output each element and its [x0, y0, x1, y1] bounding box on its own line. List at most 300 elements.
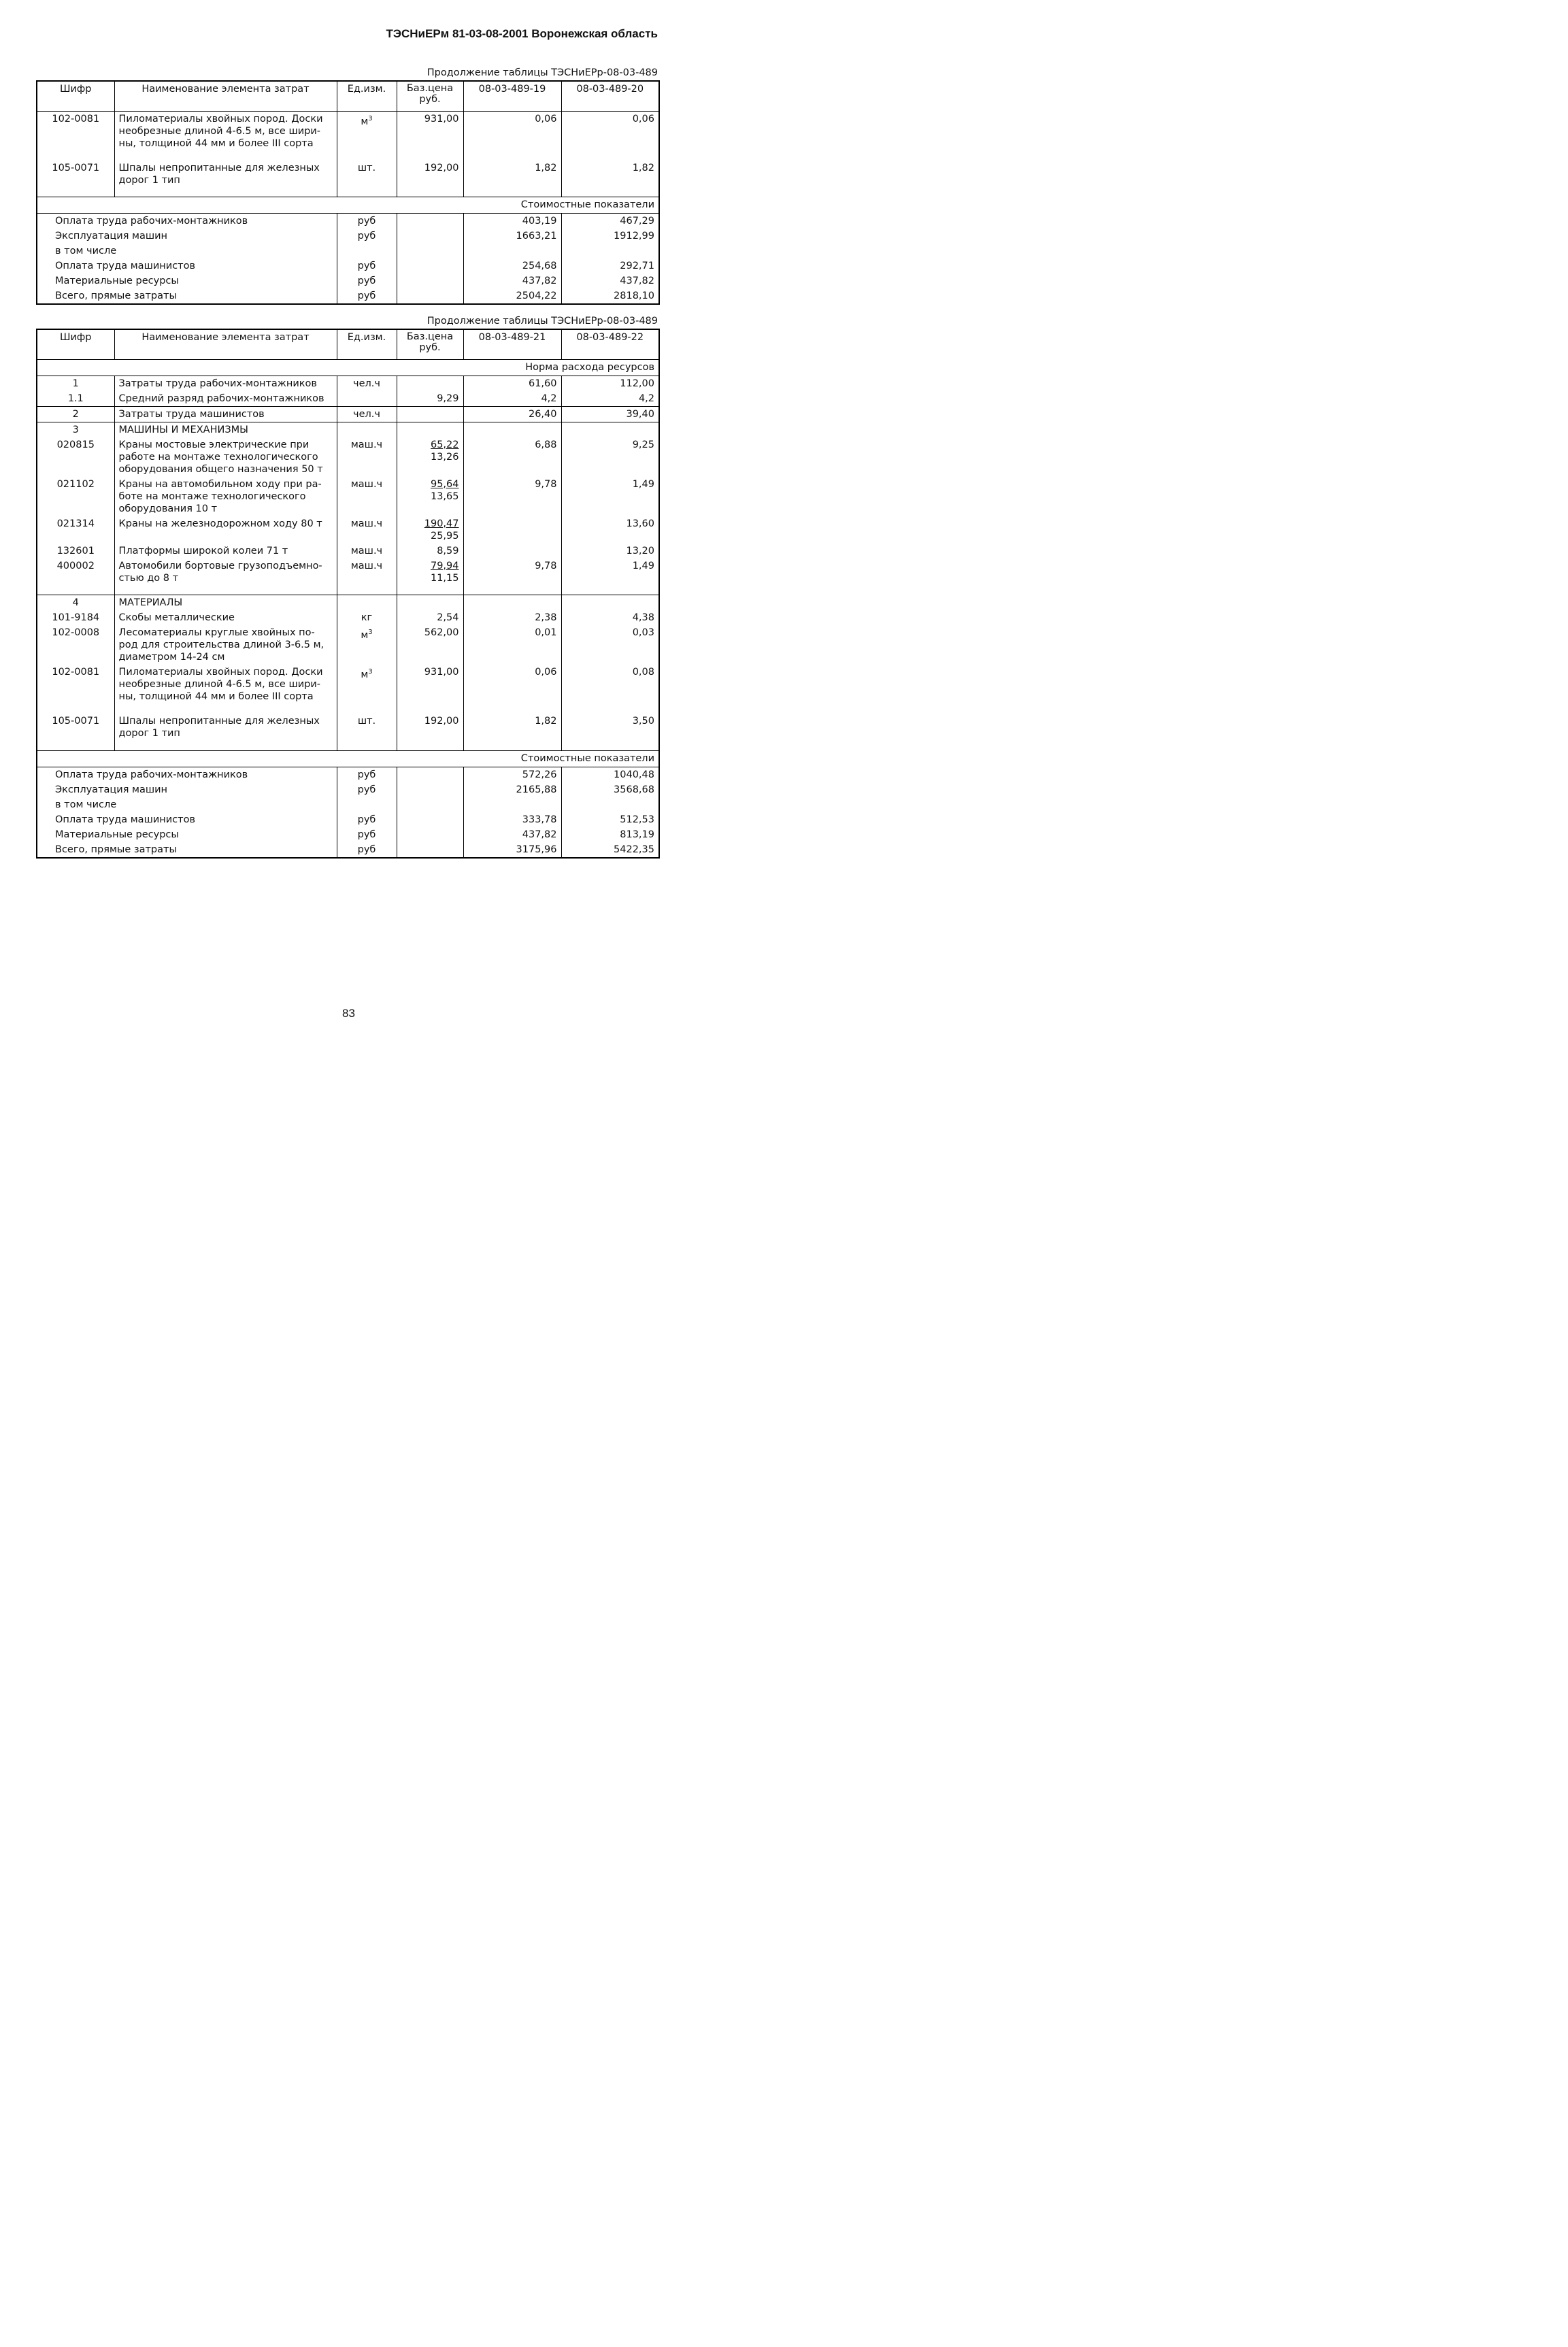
- item-name: [114, 625, 337, 665]
- summary-value-b: 1912,99: [561, 229, 659, 244]
- col-header-code: Шифр: [37, 329, 114, 359]
- price-value: 65,22: [430, 439, 459, 450]
- item-base-price: [397, 714, 463, 741]
- name-line: Краны на железнодорожном ходу 80 т: [118, 518, 322, 529]
- price-value: 190,47: [424, 518, 459, 529]
- section-empty-cell: [337, 595, 397, 611]
- item-base-price: [397, 544, 463, 559]
- cost-band-label-row: [37, 197, 659, 214]
- summary-value-b: 1040,48: [561, 767, 659, 782]
- item-code: 105-0071: [52, 162, 100, 173]
- section-empty-cell: [561, 422, 659, 437]
- spacer-row: [37, 586, 659, 595]
- item-value-b: 0,06: [561, 111, 659, 151]
- summary-empty: [397, 782, 463, 797]
- price-value: 192,00: [424, 162, 459, 173]
- summary-value-a: 572,26: [463, 767, 561, 782]
- summary-value-a: 2165,88: [463, 782, 561, 797]
- summary-label: Материальные ресурсы: [55, 276, 179, 286]
- material-row: [37, 161, 659, 188]
- name-line: Платформы широкой колеи 71 т: [118, 545, 288, 556]
- name-line: необрезные длиной 4-6.5 м, все шири-: [118, 125, 320, 137]
- item-code: 105-0071: [52, 716, 100, 727]
- spacer-cell: [397, 188, 463, 197]
- summary-value-b: 512,53: [561, 812, 659, 827]
- item-value-a: 0,01: [463, 625, 561, 665]
- summary-unit: руб: [337, 812, 397, 827]
- summary-unit: руб: [337, 767, 397, 782]
- cost-band-label: Стоимостные показатели: [37, 750, 659, 767]
- item-code: 1: [72, 378, 79, 389]
- col-header-base-price: Баз.цена руб.: [397, 329, 463, 359]
- spacer-cell: [114, 586, 337, 595]
- spacer-row: [37, 741, 659, 750]
- summary-value-a: 403,19: [463, 214, 561, 229]
- spacer-cell: [397, 586, 463, 595]
- section-title: МАШИНЫ И МЕХАНИЗМЫ: [114, 422, 337, 437]
- spacer-cell: [337, 741, 397, 750]
- item-code: 132601: [56, 545, 95, 556]
- item-unit: [337, 665, 397, 704]
- item-name: [114, 111, 337, 151]
- section-row: [37, 595, 659, 611]
- summary-empty: [397, 767, 463, 782]
- item-name: Затраты труда машинистов: [114, 406, 337, 422]
- section-row: [37, 422, 659, 437]
- summary-empty: [397, 827, 463, 842]
- name-line: работе на монтаже технологического: [118, 451, 318, 463]
- item-value-b: 13,60: [561, 516, 659, 544]
- item-unit: [337, 477, 397, 516]
- item-code: 020815: [56, 439, 95, 450]
- summary-unit: руб: [337, 229, 397, 244]
- item-base-price: [397, 625, 463, 665]
- table2: [36, 329, 660, 859]
- summary-empty: [397, 229, 463, 244]
- item-unit: [337, 610, 397, 625]
- summary-label: Всего, прямые затраты: [55, 844, 177, 855]
- name-line: оборудования 10 т: [118, 503, 218, 514]
- machine-row: [37, 437, 659, 477]
- item-unit: [337, 391, 397, 407]
- summary-unit: руб: [337, 842, 397, 858]
- unit-text: маш.ч: [350, 478, 383, 490]
- spacer-cell: [114, 741, 337, 750]
- summary-row: [37, 259, 659, 273]
- item-value-b: 1,82: [561, 161, 659, 188]
- name-line: Пиломатериалы хвойных пород. Доски: [118, 667, 323, 678]
- summary-value-b: 467,29: [561, 214, 659, 229]
- item-name: [114, 610, 337, 625]
- name-line: Пиломатериалы хвойных пород. Доски: [118, 113, 323, 124]
- summary-label: Всего, прямые затраты: [55, 290, 177, 301]
- summary-value-a: 333,78: [463, 812, 561, 827]
- table2-header-row: [37, 329, 659, 359]
- summary-value-a: 437,82: [463, 273, 561, 288]
- summary-value-a: 2504,22: [463, 288, 561, 304]
- spacer-cell: [37, 586, 114, 595]
- name-line: Краны на автомобильном ходу при ра-: [118, 478, 322, 490]
- summary-empty: [397, 273, 463, 288]
- summary-empty: [397, 812, 463, 827]
- section-number: 3: [72, 424, 79, 435]
- summary-unit: руб: [337, 288, 397, 304]
- item-value-a: 2,38: [463, 610, 561, 625]
- item-value-a: 0,06: [463, 111, 561, 151]
- item-base-price: [397, 610, 463, 625]
- material-row: [37, 665, 659, 704]
- item-unit: [337, 111, 397, 151]
- section-empty-cell: [397, 595, 463, 611]
- item-value-a: 1,82: [463, 714, 561, 741]
- item-value-b: 4,2: [561, 391, 659, 407]
- table1: [36, 80, 660, 305]
- item-unit: [337, 559, 397, 586]
- item-value-a: 9,78: [463, 477, 561, 516]
- unit-superscript: 3: [368, 114, 373, 122]
- item-name: Средний разряд рабочих-монтажников: [114, 391, 337, 407]
- unit-text: м: [361, 116, 369, 127]
- spacer-cell: [397, 741, 463, 750]
- spacer-cell: [337, 188, 397, 197]
- unit-text: маш.ч: [350, 560, 383, 571]
- summary-label: Эксплуатация машин: [55, 231, 168, 242]
- spacer-cell: [37, 188, 114, 197]
- summary-value-a: 1663,21: [463, 229, 561, 244]
- spacer-cell: [561, 151, 659, 161]
- spacer-cell: [463, 741, 561, 750]
- item-unit: [337, 544, 397, 559]
- item-code: 1.1: [67, 393, 84, 404]
- item-base-price: [397, 376, 463, 391]
- summary-row: [37, 827, 659, 842]
- price-secondary: 13,65: [430, 490, 459, 502]
- machine-row: [37, 544, 659, 559]
- table1-header-row: [37, 81, 659, 111]
- unit-text: шт.: [357, 716, 376, 727]
- spacer-cell: [463, 151, 561, 161]
- item-value-a: [463, 544, 561, 559]
- material-row: [37, 610, 659, 625]
- section-empty-cell: [337, 422, 397, 437]
- machine-row: [37, 559, 659, 586]
- item-name: [114, 559, 337, 586]
- summary-empty: [397, 259, 463, 273]
- unit-superscript: 3: [368, 668, 373, 676]
- item-name: [114, 477, 337, 516]
- labor-row: [37, 391, 659, 407]
- spacer-cell: [114, 151, 337, 161]
- item-name: Затраты труда рабочих-монтажников: [114, 376, 337, 391]
- item-base-price: [397, 437, 463, 477]
- item-value-b: 9,25: [561, 437, 659, 477]
- summary-row: [37, 288, 659, 304]
- name-line: дорог 1 тип: [118, 728, 180, 739]
- unit-text: чел.ч: [353, 408, 380, 420]
- col-header-unit: Ед.изм.: [337, 81, 397, 111]
- name-line: оборудования общего назначения 50 т: [118, 463, 323, 475]
- summary-row: [37, 214, 659, 229]
- cost-band-label-row: [37, 750, 659, 767]
- col-header-name: Наименование элемента затрат: [114, 329, 337, 359]
- section-empty-cell: [561, 595, 659, 611]
- summary-unit: [337, 797, 397, 812]
- summary-unit: руб: [337, 259, 397, 273]
- item-name: [114, 161, 337, 188]
- table1-continuation-caption: Продолжение таблицы ТЭСНиЕРр-08-03-489: [427, 67, 658, 78]
- name-line: диаметром 14-24 см: [118, 652, 225, 663]
- spacer-cell: [337, 586, 397, 595]
- summary-value-b: [561, 244, 659, 259]
- summary-label: Оплата труда рабочих-монтажников: [55, 769, 248, 780]
- item-value-b: 112,00: [561, 376, 659, 391]
- name-line: стью до 8 т: [118, 572, 179, 584]
- item-unit: [337, 437, 397, 477]
- summary-label: Эксплуатация машин: [55, 784, 168, 795]
- unit-text: чел.ч: [353, 378, 380, 389]
- item-value-b: 13,20: [561, 544, 659, 559]
- price-value: 192,00: [424, 716, 459, 727]
- unit-text: м: [361, 629, 369, 641]
- item-code: 021314: [56, 518, 95, 529]
- name-line: Шпалы непропитанные для железных: [118, 716, 320, 727]
- item-unit: [337, 625, 397, 665]
- summary-unit: руб: [337, 214, 397, 229]
- unit-text: шт.: [357, 162, 376, 173]
- item-value-b: 0,08: [561, 665, 659, 704]
- summary-value-b: 3568,68: [561, 782, 659, 797]
- item-code: 102-0008: [52, 627, 100, 638]
- item-value-a: 61,60: [463, 376, 561, 391]
- name-line: боте на монтаже технологического: [118, 490, 306, 502]
- item-base-price: [397, 161, 463, 188]
- name-line: ны, толщиной 44 мм и более III сорта: [118, 137, 314, 149]
- summary-label: Оплата труда машинистов: [55, 814, 195, 825]
- spacer-cell: [37, 151, 114, 161]
- col-header-variant-a: 08-03-489-21: [463, 329, 561, 359]
- price-value: 562,00: [424, 627, 459, 638]
- spacer-cell: [397, 704, 463, 714]
- item-unit: [337, 714, 397, 741]
- item-name: [114, 544, 337, 559]
- summary-label: Материальные ресурсы: [55, 829, 179, 840]
- summary-value-b: 813,19: [561, 827, 659, 842]
- summary-row: [37, 273, 659, 288]
- spacer-cell: [337, 704, 397, 714]
- spacer-cell: [337, 151, 397, 161]
- summary-row: [37, 812, 659, 827]
- summary-label: Оплата труда рабочих-монтажников: [55, 216, 248, 227]
- item-value-a: 1,82: [463, 161, 561, 188]
- price-value: 2,54: [437, 612, 459, 623]
- section-title: МАТЕРИАЛЫ: [114, 595, 337, 611]
- spacer-cell: [561, 188, 659, 197]
- summary-value-b: 437,82: [561, 273, 659, 288]
- item-value-b: 0,03: [561, 625, 659, 665]
- item-code: 101-9184: [52, 612, 100, 623]
- spacer-row: [37, 188, 659, 197]
- material-row: [37, 111, 659, 151]
- name-line: Краны мостовые электрические при: [118, 439, 310, 450]
- item-base-price: [397, 111, 463, 151]
- section-empty-cell: [463, 422, 561, 437]
- price-secondary: 13,26: [430, 451, 459, 463]
- material-row: [37, 714, 659, 741]
- name-line: Скобы металлические: [118, 612, 235, 623]
- price-secondary: 25,95: [430, 530, 459, 542]
- item-unit: [337, 376, 397, 391]
- summary-empty: [397, 797, 463, 812]
- section-number: 4: [72, 597, 79, 608]
- col-header-unit: Ед.изм.: [337, 329, 397, 359]
- item-name: [114, 665, 337, 704]
- item-code: 102-0081: [52, 113, 100, 124]
- price-value: 931,00: [424, 667, 459, 678]
- summary-value-a: 3175,96: [463, 842, 561, 858]
- col-header-name: Наименование элемента затрат: [114, 81, 337, 111]
- col-header-variant-a: 08-03-489-19: [463, 81, 561, 111]
- spacer-cell: [114, 188, 337, 197]
- unit-text: маш.ч: [350, 518, 383, 529]
- machine-row: [37, 516, 659, 544]
- summary-value-b: [561, 797, 659, 812]
- norm-band-label: Норма расхода ресурсов: [37, 359, 659, 376]
- item-unit: [337, 406, 397, 422]
- spacer-row: [37, 151, 659, 161]
- spacer-cell: [463, 586, 561, 595]
- col-header-base-price: Баз.цена руб.: [397, 81, 463, 111]
- spacer-cell: [463, 704, 561, 714]
- col-header-variant-b: 08-03-489-22: [561, 329, 659, 359]
- machine-row: [37, 477, 659, 516]
- spacer-cell: [397, 151, 463, 161]
- section-empty-cell: [463, 595, 561, 611]
- item-base-price: [397, 559, 463, 586]
- item-unit: [337, 161, 397, 188]
- summary-row: [37, 797, 659, 812]
- item-name: [114, 714, 337, 741]
- material-row: [37, 625, 659, 665]
- summary-value-a: [463, 244, 561, 259]
- name-line: Лесоматериалы круглые хвойных по-: [118, 627, 315, 638]
- price-value: 8,59: [437, 545, 459, 556]
- summary-value-a: 254,68: [463, 259, 561, 273]
- unit-text: маш.ч: [350, 439, 383, 450]
- table2-continuation-caption: Продолжение таблицы ТЭСНиЕРр-08-03-489: [427, 316, 658, 327]
- name-line: ны, толщиной 44 мм и более III сорта: [118, 691, 314, 702]
- item-base-price: [397, 665, 463, 704]
- item-code: 102-0081: [52, 667, 100, 678]
- summary-row: [37, 229, 659, 244]
- summary-label: в том числе: [55, 799, 117, 810]
- name-line: род для строительства длиной 3-6.5 м,: [118, 639, 324, 650]
- item-value-a: [463, 516, 561, 544]
- item-code: 400002: [56, 560, 95, 571]
- section-empty-cell: [397, 422, 463, 437]
- spacer-cell: [37, 741, 114, 750]
- price-secondary: 11,15: [430, 572, 459, 584]
- unit-text: кг: [361, 612, 373, 623]
- norm-band-label-row: [37, 359, 659, 376]
- name-line: Автомобили бортовые грузоподъемно-: [118, 560, 322, 571]
- summary-unit: руб: [337, 273, 397, 288]
- summary-value-b: 2818,10: [561, 288, 659, 304]
- document-title: ТЭСНиЕРм 81-03-08-2001 Воронежская область: [386, 27, 658, 40]
- summary-empty: [397, 214, 463, 229]
- summary-value-b: 292,71: [561, 259, 659, 273]
- cost-band-label: Стоимостные показатели: [37, 197, 659, 214]
- item-value-a: 9,78: [463, 559, 561, 586]
- item-name: [114, 516, 337, 544]
- item-base-price: [397, 406, 463, 422]
- col-header-variant-b: 08-03-489-20: [561, 81, 659, 111]
- item-value-b: 3,50: [561, 714, 659, 741]
- item-base-price: [397, 516, 463, 544]
- summary-value-a: [463, 797, 561, 812]
- item-code: 021102: [56, 478, 95, 490]
- labor-row: [37, 376, 659, 391]
- name-line: дорог 1 тип: [118, 174, 180, 186]
- item-value-a: 0,06: [463, 665, 561, 704]
- spacer-cell: [463, 188, 561, 197]
- item-unit: [337, 516, 397, 544]
- spacer-cell: [561, 741, 659, 750]
- summary-row: [37, 782, 659, 797]
- item-value-b: 1,49: [561, 477, 659, 516]
- item-code: 2: [72, 408, 79, 420]
- item-value-b: 39,40: [561, 406, 659, 422]
- summary-row: [37, 842, 659, 858]
- item-value-b: 4,38: [561, 610, 659, 625]
- price-value: 931,00: [424, 113, 459, 124]
- unit-text: м: [361, 669, 369, 680]
- spacer-cell: [561, 704, 659, 714]
- labor-row: [37, 406, 659, 422]
- item-value-a: 26,40: [463, 406, 561, 422]
- spacer-row: [37, 704, 659, 714]
- item-value-a: 6,88: [463, 437, 561, 477]
- price-value: 79,94: [430, 560, 459, 571]
- summary-empty: [397, 288, 463, 304]
- summary-row: [37, 244, 659, 259]
- summary-unit: руб: [337, 827, 397, 842]
- price-value: 95,64: [430, 478, 459, 490]
- spacer-cell: [114, 704, 337, 714]
- summary-empty: [397, 842, 463, 858]
- summary-label: в том числе: [55, 246, 117, 256]
- unit-text: маш.ч: [350, 545, 383, 556]
- unit-superscript: 3: [368, 629, 373, 636]
- summary-row: [37, 767, 659, 782]
- summary-value-b: 5422,35: [561, 842, 659, 858]
- price-value: 9,29: [437, 393, 459, 404]
- summary-value-a: 437,82: [463, 827, 561, 842]
- item-base-price: [397, 477, 463, 516]
- spacer-cell: [561, 586, 659, 595]
- col-header-code: Шифр: [37, 81, 114, 111]
- summary-empty: [397, 244, 463, 259]
- page-number: 83: [342, 1007, 355, 1020]
- name-line: Шпалы непропитанные для железных: [118, 162, 320, 173]
- item-name: [114, 437, 337, 477]
- summary-label: Оплата труда машинистов: [55, 261, 195, 271]
- name-line: необрезные длиной 4-6.5 м, все шири-: [118, 679, 320, 690]
- summary-unit: руб: [337, 782, 397, 797]
- item-base-price: [397, 391, 463, 407]
- item-value-b: 1,49: [561, 559, 659, 586]
- summary-unit: [337, 244, 397, 259]
- item-value-a: 4,2: [463, 391, 561, 407]
